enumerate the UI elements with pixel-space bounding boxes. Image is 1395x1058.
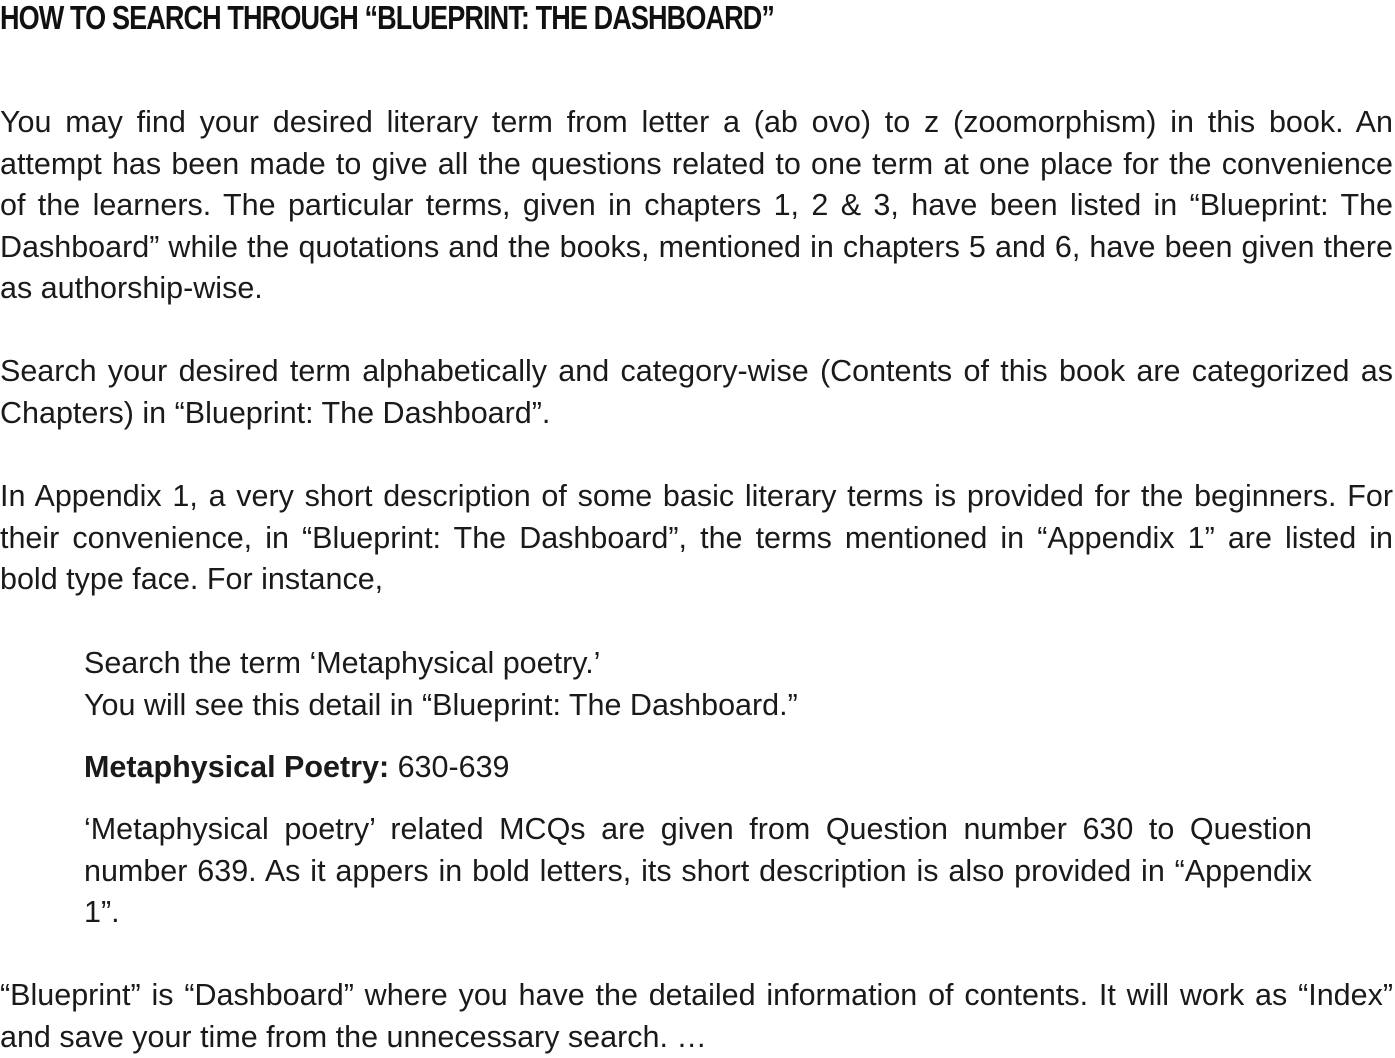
intro-paragraph: You may find your desired literary term from letter a (ab ovo) to z (zoomorphism) in this book. An attempt has been made to give all the questions related to one term at one place for the convenience of the learners. The particular terms, given in chapters 1, 2 & 3, have been listed in “Blueprint: The Dashboard” while the quotations and the books, mentioned in chapters 5 and 6, have been given there as authorship-wise. <box>0 105 1393 305</box>
closing-paragraph: “Blueprint” is “Dashboard” where you have the detailed information of contents. It will work as “Index” and save your time from the unnecessary search. … <box>0 978 1393 1054</box>
example-description: ‘Metaphysical poetry’ related MCQs are given from Question number 630 to Question number 639. As it appers in bold letters, its short description is also provided in “Appendix 1”. <box>84 812 1312 929</box>
example-instructions <box>84 643 1312 726</box>
appendix-paragraph: In Appendix 1, a very short description of some basic literary terms is provided for the beginners. For their convenience, in “Blueprint: The Dashboard”, the terms mentioned in “Appendix 1” are listed in bold type face. For instance, <box>0 479 1393 596</box>
example-entry <box>84 747 1312 789</box>
example-entry-range: 630-639 <box>389 750 510 784</box>
example-line-detail: You will see this detail in “Blueprint: The Dashboard.” <box>84 687 798 722</box>
example-description-block <box>84 809 1312 934</box>
search-paragraph: Search your desired term alphabetically and category-wise (Contents of this book are categorized as Chapters) in “Blueprint: The Dashboard”. <box>0 354 1393 430</box>
example-line-search: Search the term ‘Metaphysical poetry.’ <box>84 646 601 680</box>
page-heading: HOW TO SEARCH THROUGH “BLUEPRINT: THE DASHBOARD” <box>0 0 775 36</box>
example-entry-term: Metaphysical Poetry: <box>84 750 390 784</box>
example-entry-line <box>84 747 1312 789</box>
